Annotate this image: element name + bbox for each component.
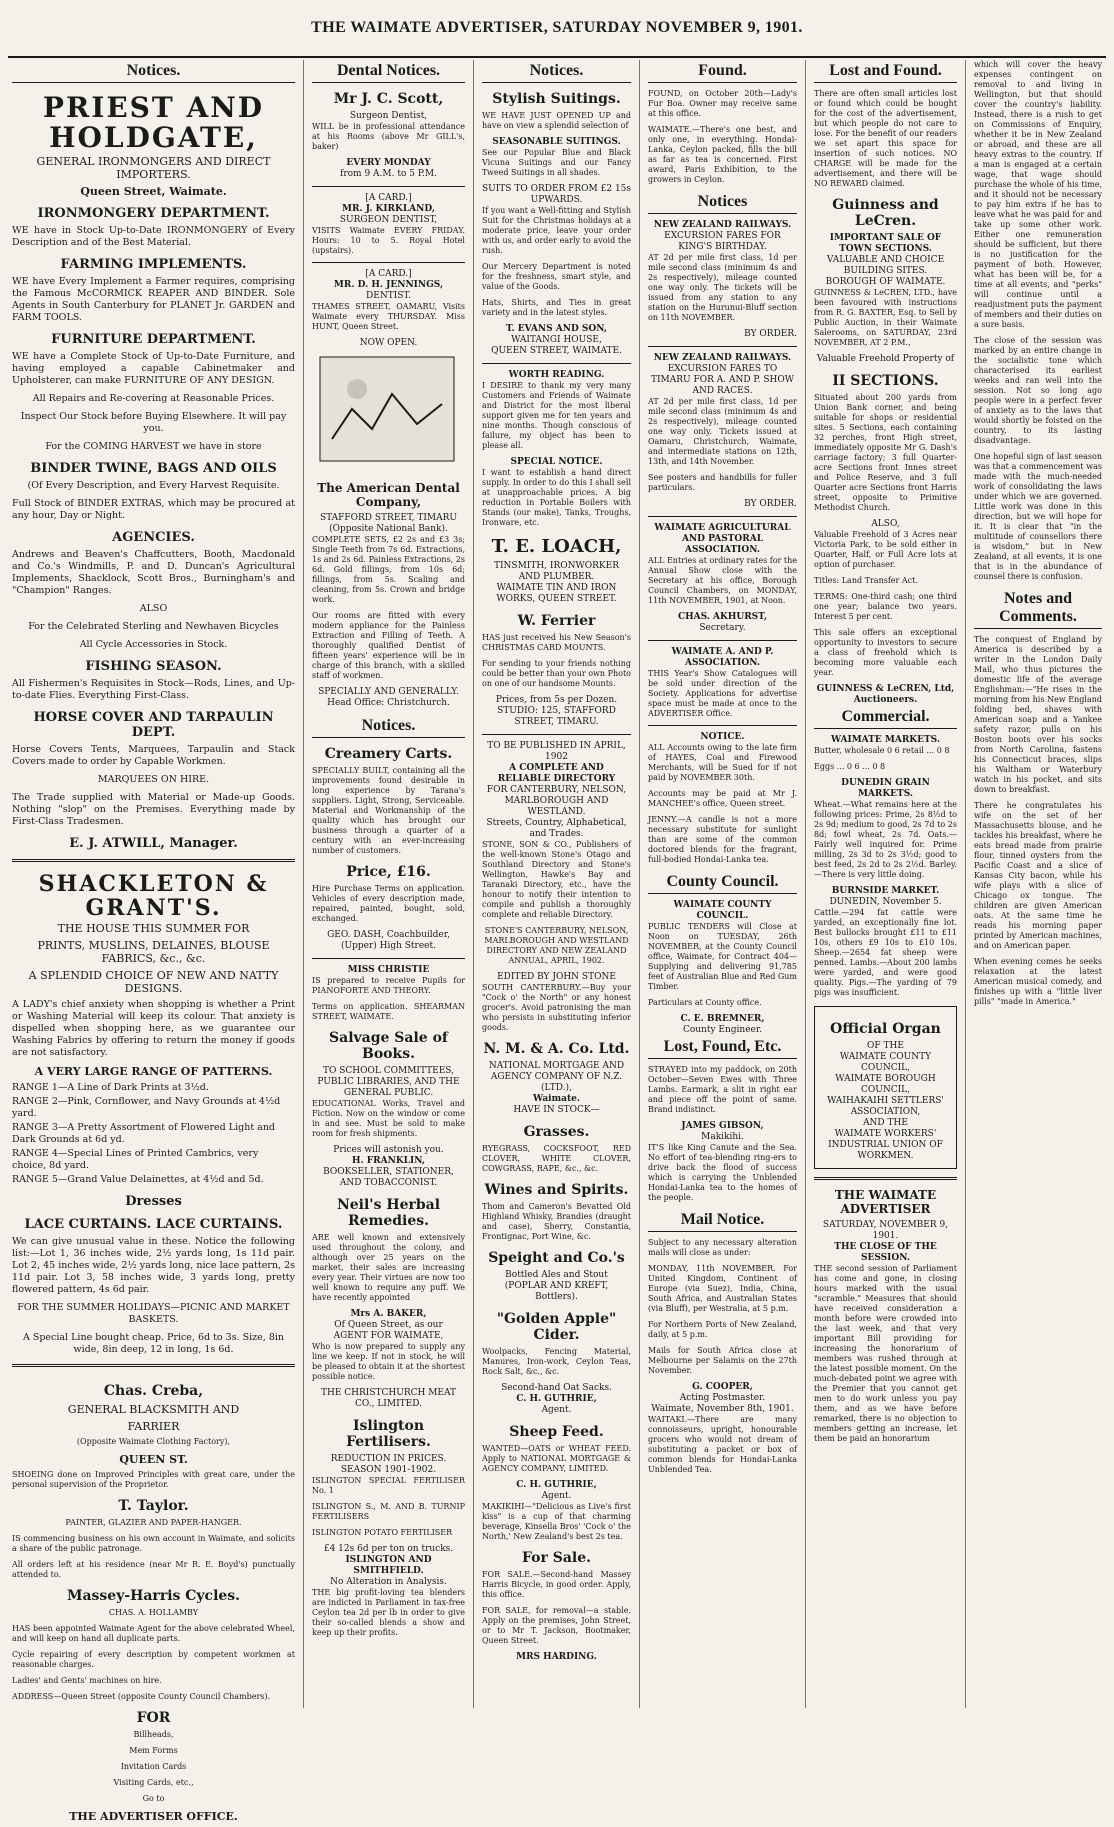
ferrier-text: HAS just received his New Season's CHRISTMAS CARD MOUNTS. — [482, 633, 631, 652]
butter: Butter, wholesale 0 6 retail ... 0 8 — [814, 746, 950, 755]
makikihi: Makikihi. — [701, 1132, 744, 1142]
speight-title: Speight and Co.'s — [488, 1250, 625, 1266]
american-title: The American Dental Company, — [317, 481, 460, 509]
grasses-text: RYEGRASS, COCKSFOOT, RED CLOVER, WHITE CLOVER, COWGRASS, RAPE, &c., &c. — [482, 1144, 631, 1173]
shack-sub2: PRINTS, MUSLINS, DELAINES, BLOUSE FABRICS, &c., &c. — [37, 939, 270, 965]
cycle: All Cycle Accessories in Stock. — [79, 639, 228, 650]
dash-loc: (Upper) High Street. — [341, 941, 436, 951]
wap-title: WAIMATE A. AND P. ASSOCIATION. — [671, 647, 774, 668]
american-specially: SPECIALLY AND GENERALLY. — [318, 687, 459, 697]
mail-text2: MONDAY, 11th NOVEMBER. For United Kingdom, Continent of Europe (via Suez), India, China, South Africa, and Australian States (via Bluff), per Westralia, at 5 p.m. — [648, 1264, 797, 1313]
card2: [A CARD.] — [365, 269, 412, 279]
wap-text: THIS Year's Show Catalogues will be sold under direction of the Society. Applications for advertise space must be made at once to the ADVERTISER Office. — [648, 669, 797, 718]
ferrier-title: W. Ferrier — [517, 613, 596, 629]
makikihi-text: MAKIKIHI—"Delicious as Live's first kiss" is a cup of that charming beverage, Kinsella Bros' 'Cock o' the North,' New Zealand's best 2s tea. — [482, 1502, 631, 1541]
franklin: H. FRANKLIN, — [352, 1156, 425, 1166]
stylish-title: Stylish Suitings. — [492, 91, 621, 107]
forsale-text2: FOR SALE, for removal—a stable. Apply on the premises, John Street, or to Mr T. Jackson, Bootmaker, Queen Street. — [482, 1606, 631, 1645]
jennings-sub: DENTIST. — [366, 291, 411, 301]
chas-title: Chas. Creba, — [103, 1383, 204, 1399]
markets: WAIMATE MARKETS. — [831, 735, 940, 745]
ton-price: £4 12s 6d per ton on trucks. — [323, 1544, 454, 1554]
taylor-text: IS commencing business on his own account in Waimate, and solicits a share of the public patronage. — [12, 1534, 295, 1553]
south-africa: Mails for South Africa close at Melbourne per Salamis on the 27th November. — [648, 1346, 797, 1375]
iron-dept-title: IRONMONGERY DEPARTMENT. — [37, 206, 270, 221]
akhurst: CHAS. AKHURST, — [677, 612, 768, 622]
sheep-agent: Agent. — [541, 1491, 572, 1501]
ap-text: ALL Entries at ordinary rates for the Annual Show close with the Secretary at his office, Borough Council Chambers, on MONDAY, 11th NOVEMBER, 1901, at Noon. — [648, 556, 798, 605]
creamery-title: Creamery Carts. — [324, 746, 453, 762]
closing-text: THE second session of Parliament has come and gone, in closing hours marked with the usual "scramble." Measures that should have received consideration a month before were crowded into the last week, and that very important Bill providing for increasing the honorarium of members was rushed through at the latest possible moment. On the much-debated point we agree with the Premier that you cannot get men to do work unless you pay them, and as we have before remarked, there is no objection to members getting an increase, let them be paid an honorarium — [814, 1264, 957, 1443]
divider — [482, 734, 631, 735]
lost-found-title: Lost and Found. — [814, 60, 957, 83]
notes-text3: When evening comes he seeks relaxation at the latest American musical comedy, and finishes up with a "little liver pills" "made in America." — [974, 957, 1102, 1006]
range-item: RANGE 4—Special Lines of Printed Cambrics, very choice, 8d yard. — [12, 1148, 259, 1171]
guinness-title: Guinness and LeCren. — [832, 197, 939, 229]
fishing-text: All Fishermen's Requisites in Stock—Rods, Lines, and Up-to-date Flies. Everything First-Class. — [12, 678, 295, 701]
marquees: MARQUEES ON HIRE. — [97, 774, 210, 785]
chas-text: SHOEING done on Improved Principles with great care, under the personal supervision of the Proprietor. — [12, 1470, 295, 1489]
burnside: BURNSIDE MARKET. — [831, 886, 940, 896]
loach-title: T. E. LOACH, — [491, 536, 622, 557]
kirkland: MR. J. KIRKLAND, — [341, 204, 436, 214]
horse-title: HORSE COVER AND TARPAULIN DEPT. — [33, 710, 274, 740]
hire: Hire Purchase Terms on application. Vehicles of every description made, repaired, painted, bought, sold, exchanged. — [312, 884, 465, 923]
wines-title: Wines and Spirits. — [484, 1182, 629, 1198]
christie-text: IS prepared to receive Pupils for PIANOFORTE AND THEORY. — [312, 976, 465, 995]
binder-text: (Of Every Description, and Every Harvest Requisite. — [27, 480, 280, 491]
massey-text2: Cycle repairing of every description by competent workmen at reasonable charges. — [12, 1650, 295, 1669]
eggs: Eggs ... 0 6 ... 0 8 — [814, 762, 886, 771]
evans-loc: QUEEN STREET, WAIMATE. — [491, 346, 622, 356]
loach-sub: TINSMITH, IRONWORKER AND PLUMBER. — [493, 561, 619, 582]
divider — [312, 186, 465, 187]
divider — [648, 346, 797, 347]
masthead-title: THE WAIMATE ADVERTISER, SATURDAY NOVEMBER 9, 1901. — [311, 19, 803, 36]
for-item: Visiting Cards, etc., — [113, 1778, 194, 1787]
by-order2: BY ORDER. — [744, 499, 797, 509]
timaru-text: AT 2d per mile first class, 1d per mile second class (minimum 4s and 2s respectively), mileage counted one way only. Tickets issued at Oamaru, Christchurch, Waimate, and intermediate stations on 12th, 13th, and 14th November. — [648, 397, 797, 466]
no-alteration: No Alteration in Analysis. — [330, 1577, 447, 1587]
agencies-title: AGENCIES. — [112, 530, 195, 545]
particulars: Particulars at County office. — [648, 998, 762, 1007]
engineer: County Engineer. — [682, 1025, 763, 1035]
masthead-rule — [8, 56, 1106, 58]
massey-text3: Ladies' and Gents' machines on hire. — [12, 1676, 162, 1685]
column-2 — [304, 60, 474, 1708]
postmaster: Acting Postmaster. — [679, 1393, 766, 1403]
for-item: Invitation Cards — [120, 1762, 187, 1771]
american-text: COMPLETE SETS, £2 2s and £3 3s; Single Teeth from 7s 6d. Extractions, 1s and 2s 6d. Painless Extractions, 2s 6d. Gold fillings, from 10s 6d; fillings, from 5s. Scaling and cleaning, from 5s. Crown and bridge work. — [312, 535, 465, 604]
burnside-text: Cattle.—294 fat cattle were yarded, an exceptionally fine lot. Best bullocks brought £11 to £11 10s, others £9 10s to £10 10s. Sheep.—2654 fat sheep were penned. Lambs.—About 200 lambs were yarded, and were good quality. Pigs.—The yarding of 79 pigs was insufficient. — [814, 908, 957, 997]
oat-sacks: Second-hand Oat Sacks. — [501, 1383, 612, 1393]
important: IMPORTANT SALE OF TOWN SECTIONS. — [829, 233, 942, 254]
stone-cant: STONE'S CANTERBURY, NELSON, MARLBOROUGH AND WESTLAND DIRECTORY AND NEW ZEALAND ANNUAL, APRIL, 1902. — [484, 926, 629, 965]
notices-title: Notices — [648, 191, 797, 214]
goto: Go to — [142, 1794, 165, 1803]
terms: TERMS: One-third cash; one third one year; balance two years. Interest 5 per cent. — [814, 592, 957, 621]
nm-title: N. M. & A. Co. Ltd. — [483, 1041, 630, 1057]
found-text: FOUND, on October 20th—Lady's Fur Boa. Owner may receive same at this office. — [648, 89, 797, 118]
divider — [312, 262, 465, 263]
special-text: I want to establish a hand direct supply. In order to do this I shall sell at unapproachable prices. A big reduction in Portable Boilers with Stands (our make), Tanks, Troughs, Ironware, etc. — [482, 468, 631, 527]
valuable-freehold: Valuable Freehold Property of — [816, 354, 955, 364]
wines-text: Thom and Cameron's Bevatted Old Highland Whisky, Brandies (draught and case), Sherry, Constantia, Frontignac, Port Wine, &c. — [482, 1202, 631, 1241]
binder-title: BINDER TWINE, BAGS AND OILS — [30, 461, 277, 476]
col6-text3: One hopeful sign of last season was that a commencement was made with the much-needed work of consolidating the laws under which we are governed. Little work was done in this direction, but we will hope for it. It is clear that "in the multitude of counsellors there is wisdom," but in New Zealand, at all events, it is one that is in the abundance of counsel there is confusion. — [974, 452, 1102, 581]
suits: SUITS TO ORDER FROM £2 15s UPWARDS. — [482, 184, 632, 205]
col2-bottom-text: THE big profit-loving tea blenders are indicted in Parliament in tax-free Ceylon tea 2d per lb in order to give their so-called blends a show and keep up their profits. — [312, 1588, 465, 1637]
bremner: C. E. BREMNER, — [680, 1014, 765, 1024]
firm-subtitle: GENERAL IRONMONGERS AND DIRECT IMPORTERS. — [36, 155, 271, 181]
for-title: FOR — [136, 1710, 171, 1726]
stylish-text: WE HAVE JUST OPENED UP and have on view a splendid selection of — [482, 111, 631, 130]
nm-loc: Waimate. — [533, 1094, 580, 1104]
see-posters: See posters and handbills for fuller particulars. — [648, 473, 797, 492]
official-item: WAIMATE COUNTY COUNCIL, — [839, 1052, 932, 1073]
sheep-title: Sheep Feed. — [509, 1424, 604, 1440]
mail-text: Subject to any necessary alteration mails will close as under: — [648, 1238, 797, 1257]
lost-text: STRAYED into my paddock, on 20th October—Seven Ewes with Three Lambs. Earmark, a slit in right ear and piece off the point of same. Brand indistinct. — [648, 1065, 797, 1114]
also: ALSO, — [871, 519, 900, 529]
notes-text: The conquest of England by America is described by a writer in the London Daily Mail, who thus pictures the domestic life of the average Englishman:—"He rises in the morning from his New England folding bed, shaves with American soap and a Yankee safety razor, pulls on his Boston boots over his socks from North Carolina, fastens his Connecticut braces, slips his Waltham or Waterbury watch in his pocket, and sits down to breakfast. — [974, 635, 1102, 794]
firm-title: PRIEST AND HOLDGATE, — [42, 91, 265, 154]
secretary: Secretary. — [699, 623, 746, 633]
col3-header: Notices. — [482, 60, 631, 83]
stone-text: STONE, SON & CO., Publishers of the well-known Stone's Otago and Southland Directory and Stone's Wellington, Hawke's Bay and Taranaki Directory, etc., have the honour to notify their intention to compile and publish a thoroughly complete and reliable Directory. — [482, 840, 631, 919]
divider — [648, 640, 797, 641]
column-4 — [640, 60, 806, 1708]
worth-title: WORTH READING. — [508, 370, 605, 380]
for-item: Billheads, — [133, 1730, 174, 1739]
northern: For Northern Ports of New Zealand, daily, at 5 p.m. — [648, 1320, 797, 1339]
speight-sub2: (POPLAR AND KREFT, Bottlers). — [504, 1281, 609, 1302]
shack-text: A LADY's chief anxiety when shopping is whether a Print or Washing Material will keep its colour. That anxiety is dispelled when shopping here, as we guarantee our Washing Fabrics by offering to return the money if goods are not satisfactory. — [12, 999, 295, 1058]
smithfield: ISLINGTON AND SMITHFIELD. — [345, 1555, 432, 1576]
mail-title: Mail Notice. — [648, 1209, 797, 1232]
sheep-text: WANTED—OATS or WHEAT FEED. Apply to NATIONAL MORTGAGE & AGENCY COMPANY, LIMITED. — [482, 1444, 631, 1473]
notice: NOTICE. — [700, 732, 745, 742]
waitaki: WAITAKI.—There are many connoisseurs, upright, honourable grocers who would not dream of substituting a packet or box of common blends for Hondai-Lanka Unblended Tea. — [648, 1415, 797, 1474]
neils-title: Neil's Herbal Remedies. — [336, 1197, 441, 1229]
inspect: Inspect Our Stock before Buying Elsewhere. It will pay you. — [20, 411, 287, 434]
islington-title: Islington Fertilisers. — [346, 1418, 431, 1450]
dresses-label: Dresses — [125, 1194, 182, 1209]
waimate-text: WAIMATE.—There's one best, and only one, in everything. Hondai-Lanka, Ceylon packed, fills the bill as far as tea is concerned. First award, Paris Exhibition, to the growers in Ceylon. — [648, 125, 797, 184]
shack-sub: THE HOUSE THIS SUMMER FOR — [57, 922, 250, 935]
directory-sub: Streets, Country, Alphabetical, and Trades. — [486, 818, 627, 839]
furniture-title: FURNITURE DEPARTMENT. — [51, 332, 256, 347]
ferrier-text2: For sending to your friends nothing could be better than your own Photo on one of our handsome Mounts. — [482, 659, 631, 688]
baker-text: Who is now prepared to supply any line we keep. If not in stock, he will be pleased to obtain it at the shortest possible notice. — [312, 1342, 465, 1381]
sheep-guthrie: C. H. GUTHRIE, — [516, 1480, 597, 1490]
gibson: JAMES GIBSON, — [681, 1121, 764, 1131]
edited: EDITED BY JOHN STONE — [497, 972, 616, 982]
jennings: MR. D. H. JENNINGS, — [333, 280, 444, 290]
scott-sub: Surgeon Dentist, — [349, 111, 428, 121]
notes-title: Notes and Comments. — [974, 588, 1102, 629]
official-item: WAIMATE BOROUGH COUNCIL, — [835, 1074, 936, 1095]
manager: E. J. ATWILL, Manager. — [69, 836, 238, 851]
american-sub2: (Opposite National Bank). — [329, 524, 448, 534]
dental-illustration — [312, 349, 462, 469]
worth-text: I DESIRE to thank my very many Customers and Friends of Waimate and District for the most liberal support given me for ten years and nine months. Though conscious of failure, my object has been to please all. — [482, 381, 631, 450]
victoria: Valuable Freehold of 3 Acres near Victoria Park, to be sold either in Quarter, Half, or Full Acre lots at option of purchaser. — [814, 530, 957, 569]
directory-title: A COMPLETE AND RELIABLE DIRECTORY — [497, 763, 616, 784]
official-organ-card — [814, 1006, 957, 1169]
official-item: AND THE — [863, 1118, 908, 1128]
col2-header: Dental Notices. — [312, 60, 465, 83]
borough: BOROUGH OF WAIMATE. — [825, 277, 946, 287]
column-6 — [966, 60, 1110, 1708]
col1-divider-2 — [12, 1364, 295, 1367]
divider — [482, 363, 631, 364]
now-open: NOW OPEN. — [359, 338, 418, 348]
lace-title: LACE CURTAINS. LACE CURTAINS. — [24, 1217, 283, 1232]
islington-item: ISLINGTON S., M. AND B. TURNIP FERTILISERS — [312, 1502, 465, 1521]
dated: Waimate, November 8th, 1901. — [651, 1404, 794, 1414]
forsale-title: For Sale. — [521, 1550, 592, 1566]
american-text2: Our rooms are fitted with every modern appliance for the Painless Extraction and Filling of Teeth. A thoroughly qualified Dentist of fifteen years' experience will be in charge of this branch, with a skilled staff of workmen. — [312, 611, 465, 680]
notices-header: Notices. — [312, 715, 465, 738]
ap-title: WAIMATE AGRICULTURAL AND PASTORAL ASSOCIATION. — [654, 523, 791, 555]
tender-text: PUBLIC TENDERS will Close at Noon on TUESDAY, 26th NOVEMBER, at the County Council office, Waimate, for Contract 404—Supplying and delivering 91,785 feet of Australian Blue and Red Gum Timber. — [648, 922, 797, 991]
agencies-text: Andrews and Beaven's Chaffcutters, Booth, Macdonald and Co.'s Windmills, P. and D. Duncan's Agricultural Implements, Shacklock, Scott Bros., Burningham's and "Champion" Ranges. — [12, 549, 295, 596]
evans-sub: WAITANGI HOUSE, — [511, 335, 602, 345]
scott-name: Mr J. C. Scott, — [333, 91, 444, 107]
official-item: WAIHAKAIHI SETTLERS' ASSOCIATION, — [827, 1096, 944, 1117]
goto-office: THE ADVERTISER OFFICE. — [69, 1810, 238, 1823]
farming-text: WE have Every Implement a Farmer requires, comprising the Famous McCORMICK REAPER AND BINDER. Sole Agents in South Canterbury for PLANET Jr. GARDEN and FARM TOOLS. — [12, 276, 295, 323]
islington-item: ISLINGTON POTATO FERTILISER — [312, 1528, 453, 1537]
evans-title: T. EVANS AND SON, — [505, 324, 608, 334]
published: TO BE PUBLISHED IN APRIL, 1902 — [487, 741, 626, 762]
notes-text2: There he congratulates his wife on the set of her Massachusetts blouse, and he tackles his breakfast, where he eats bread made from prairie flour, tinned oysters from the Pacific Coast and a slice of Kansas City bacon, while his wife plays with a slice of Chicago ox tongue. The children are given American oats. At the same time he reads his morning paper printed by American machines, and on American paper. — [974, 801, 1102, 950]
col1-header: Notices. — [12, 60, 295, 83]
christie-title: MISS CHRISTIE — [347, 965, 430, 975]
column-1 — [4, 60, 304, 1823]
range-item: RANGE 5—Grand Value Delainettes, at 4½d and 5d. — [12, 1174, 264, 1185]
suits-text: If you want a Well-fitting and Stylish Suit for the Christmas holidays at a moderate price, leave your order with us, and order early to avoid the rush. — [482, 206, 631, 255]
dash: GEO. DASH, Coachbuilder, — [327, 930, 450, 940]
franklin-sub: BOOKSELLER, STATIONER, AND TOBACCONIST. — [323, 1167, 454, 1188]
horse-text: Horse Covers Tents, Marquees, Tarpaulin and Stack Covers made to order by Capable Workmen. — [12, 744, 295, 767]
hats: Hats, Shirts, and Ties in great variety and in the latest styles. — [482, 298, 631, 317]
loach-works: WAIMATE TIN AND IRON WORKS, QUEEN STREET. — [496, 583, 617, 604]
binder-extras: Full Stock of BINDER EXTRAS, which may be procured at any hour, Day or Night. — [12, 498, 295, 521]
official-title: Official Organ — [830, 1021, 941, 1037]
trade-supplied: The Trade supplied with Material or Made-up Goods. Nothing "slop" on the Premises. Everything made by First-Class Tradesmen. — [12, 792, 295, 827]
burnside-date: DUNEDIN, November 5. — [829, 897, 942, 907]
nm-stock: HAVE IN STOCK— — [513, 1105, 600, 1115]
guinness-text: GUINNESS & LeCREN, LTD., have been favoured with instructions from R. G. BAXTER, Esq. to Sell by Public Auction, in their Waimate Salerooms, on SATURDAY, 23rd NOVEMBER, AT 2 P.M., — [814, 288, 957, 347]
closing-title: THE CLOSE OF THE SESSION. — [834, 1242, 937, 1263]
masthead — [0, 0, 1114, 56]
agencies-also: ALSO — [139, 603, 168, 614]
salvage-sub: TO SCHOOL COMMITTEES, PUBLIC LIBRARIES, AND THE GENERAL PUBLIC. — [317, 1066, 460, 1098]
divider — [648, 516, 797, 517]
chas-sub2: FARRIER — [127, 1420, 180, 1433]
american-head: Head Office: Christchurch. — [327, 698, 450, 708]
col1-divider — [12, 859, 295, 862]
ferrier-studio: STUDIO: 125, STAFFORD STREET, TIMARU. — [497, 706, 616, 727]
christchurch: THE CHRISTCHURCH MEAT CO., LIMITED. — [320, 1388, 456, 1409]
popular: See our Popular Blue and Black Vicuna Suitings and our Fancy Tweed Suitings in all shades. — [482, 148, 631, 177]
celebrated: For the Celebrated Sterling and Newhaven Bicycles — [28, 621, 279, 632]
nm-sub: NATIONAL MORTGAGE AND AGENCY COMPANY OF N.Z. (LTD.), — [488, 1061, 625, 1093]
chas-box — [12, 1375, 295, 1827]
holidays: FOR THE SUMMER HOLIDAYS—PICNIC AND MARKET BASKETS. — [17, 1302, 290, 1325]
titles: Titles: Land Transfer Act. — [814, 576, 918, 585]
season: SEASON 1901-1902. — [340, 1465, 437, 1475]
valuable: VALUABLE AND CHOICE BUILDING SITES. — [826, 255, 945, 276]
masthead-small: THE WAIMATE ADVERTISER — [834, 1188, 937, 1216]
massey-addr: ADDRESS—Queen Street (opposite County Council Chambers). — [12, 1692, 271, 1701]
range-item: RANGE 1—A Line of Dark Prints at 3½d. — [12, 1082, 209, 1093]
massey-title: Massey-Harris Cycles. — [66, 1588, 241, 1604]
grasses: Grasses. — [523, 1124, 590, 1140]
furniture-text: WE have a Complete Stock of Up-to-Date Furniture, and having employed a capable Cabinetmaker and Upholsterer, can make FURNITURE OF ANY DESIGN. — [12, 351, 295, 386]
column-5 — [806, 60, 966, 1708]
christie-terms: Terms on application. SHEARMAN STREET, WAIMATE. — [312, 1002, 465, 1021]
council-title: County Council. — [648, 871, 797, 894]
chas-loc: (Opposite Waimate Clothing Factory), — [76, 1437, 231, 1446]
column-3 — [474, 60, 640, 1708]
price: Price, £16. — [346, 864, 431, 880]
taylor-title: T. Taylor. — [118, 1498, 189, 1514]
every-monday: EVERY MONDAY — [346, 158, 431, 168]
shack-title: SHACKLETON & GRANT'S. — [38, 871, 269, 921]
chas-sub: GENERAL BLACKSMITH AND — [67, 1403, 240, 1416]
from-hours: from 9 A.M. to 5 P.M. — [340, 169, 437, 179]
speight-sub: Bottled Ales and Stout — [505, 1270, 608, 1280]
col6-text2: The close of the session was marked by an entire change in the socialistic tone which characterised its earliest weeks and ran well into the session. Not so long ago people were in a perfect fever of anxiety as to the laws that would shortly be foisted on the country, to its lasting disadvantage. — [974, 336, 1102, 445]
massey-text: HAS been appointed Waimate Agent for the above celebrated Wheel, and will keep on hand all duplicate parts. — [12, 1624, 295, 1643]
golden-title: "Golden Apple" Cider. — [496, 1311, 617, 1343]
american-sub: STAFFORD STREET, TIMARU — [319, 513, 458, 523]
guthrie: C. H. GUTHRIE, — [516, 1394, 597, 1404]
massey-name: CHAS. A. HOLLAMBY — [108, 1608, 199, 1617]
farming-title: FARMING IMPLEMENTS. — [60, 257, 247, 272]
jenny-text: JENNY.—A candle is not a more necessary substitute for sunlight than are some of the common doctored blends for the fragrant, full-bodied Hondai-Lanka tea. — [648, 815, 797, 864]
divider — [312, 958, 465, 959]
card: [A CARD.] — [365, 193, 412, 203]
south-cant: SOUTH CANTERBURY.—Buy your "Cock o' the North" or any honest grocer's. Avoid patronising the man who persists in substituting inferior goods. — [482, 983, 631, 1032]
scott-text: WILL be in professional attendance at his Rooms (above Mr GILL's, baker) — [312, 122, 465, 151]
taylor-text2: All orders left at his residence (near Mr R. E. Boyd's) punctually attended to. — [12, 1560, 295, 1579]
timaru-title: EXCURSION FARES TO TIMARU FOR A. AND P. SHOW AND RACES. — [650, 364, 795, 396]
date: SATURDAY, NOVEMBER 9, 1901. — [822, 1220, 949, 1241]
found-title: Found. — [648, 60, 797, 83]
shack-splendid: A SPLENDID CHOICE OF NEW AND NATTY DESIGNS. — [28, 969, 279, 995]
repairs: All Repairs and Re-covering at Reasonable Prices. — [32, 393, 275, 404]
official-of: OF THE — [867, 1041, 904, 1051]
iron-dept-text: WE have in Stock Up-to-Date IRONMONGERY of Every Description and of the Best Material. — [12, 225, 295, 248]
range-item: RANGE 2—Pink, Cornflower, and Navy Grounds at 4½d yard. — [12, 1096, 281, 1119]
divider — [648, 725, 797, 726]
dunedin: DUNEDIN GRAIN MARKETS. — [841, 778, 930, 799]
council-sub: WAIMATE COUNTY COUNCIL. — [673, 900, 772, 921]
official-item: WAIMATE WORKERS' INDUSTRIAL UNION OF WORKMEN. — [828, 1129, 943, 1161]
islington-item: ISLINGTON SPECIAL FERTILISER No. 1 — [312, 1476, 465, 1495]
baker: Mrs A. BAKER, — [350, 1309, 427, 1319]
special: SPECIAL NOTICE. — [510, 457, 603, 467]
agent: AGENT FOR WAIMATE, — [333, 1331, 444, 1341]
harding: MRS HARDING. — [516, 1652, 597, 1662]
commercial-title: Commercial. — [814, 706, 957, 729]
sections: II SECTIONS. — [832, 373, 939, 389]
salvage-title: Salvage Sale of Books. — [329, 1030, 448, 1062]
range-list — [12, 1082, 295, 1186]
firm-address: Queen Street, Waimate. — [80, 185, 227, 198]
baskets: A Special Line bought cheap. Price, 6d to 3s. Size, 8in wide, 8in deep, 12 in long, 1s 6d. — [22, 1332, 285, 1355]
chas-street: QUEEN ST. — [119, 1453, 188, 1466]
harvest: For the COMING HARVEST we have in store — [45, 441, 262, 452]
lost-found-text: There are often small articles lost or found which could be bought for the cost of the advertisement, but which people do not care to lose. For the benefit of our readers we set apart this space for insertion of such notices. NO CHARGE will be made for the advertisement, and there will be NO REWARD claimed. — [814, 89, 957, 188]
directory-for: FOR CANTERBURY, NELSON, MARLBOROUGH AND WESTLAND. — [486, 785, 627, 817]
auctioneers: GUINNESS & LeCREN, Ltd, Auctioneers. — [816, 684, 955, 705]
range-item: RANGE 3—A Pretty Assortment of Flowered Light and Dark Grounds at 6d yd. — [12, 1122, 276, 1145]
by-order: BY ORDER. — [744, 329, 797, 339]
mercery: Our Mercery Department is noted for the freshness, smart style, and value of the Goods. — [482, 262, 631, 291]
col1-bottom-box — [12, 1375, 295, 1827]
sections-text: Situated about 200 yards from Union Bank corner, and being suitable for shops or residential sites. 5 Sections, each containing 32 perches, front High street, immediately opposite Mr G. Dash's carriage factory; 3 full Quarter-acre Sections front Innes street and Police Reserve, and 3 full Quarter acre Sections front Harris street, opposite to Primitive Methodist Church. — [814, 393, 957, 512]
excursion-text: AT 2d per mile first class, 1d per mile second class (minimum 4s and 2s respectively), mileage counted one way only. The tickets will be issued from any station to any station on the Hurunui-Bluff section on 11th NOVEMBER. — [648, 253, 797, 322]
range-title: A VERY LARGE RANGE OF PATTERNS. — [34, 1065, 273, 1078]
prices: Prices will astonish you. — [333, 1145, 444, 1155]
sea-text: IT'S like King Canute and the Sea. No effort of tea-blending ring-ers to drive back the flood of success which is carrying the Unblended Hondai-Lanka tea to the homes of the people. — [648, 1143, 797, 1202]
taylor-sub: PAINTER, GLAZIER AND PAPER-HANGER. — [65, 1518, 242, 1527]
masthead-small-divider — [814, 1177, 957, 1180]
golden-text: Woolpacks, Fencing Material, Manures, Iron-work, Ceylon Teas, Rock Salt, &c., &c. — [482, 1347, 631, 1376]
guthrie-agent: Agent. — [541, 1405, 572, 1415]
reduction: REDUCTION IN PRICES. — [330, 1454, 447, 1464]
col6-text1: which will cover the heavy expenses contingent on removal to and living in Wellington, but that should cover the country's liability. Instead, there is a rush to get on Commissions of Enquiry, whether it be in New Zealand or abroad, and these are all heavy extras to the country. If a man is engaged at a certain wage, that wage should purchase the whole of his time, and it should not be necessary to pay him extra if he has to leave what he was paid for and take up some other work. Either one remuneration should be sufficient, but there is no justification for the payment of both. However, what has been will be, for a time at all events, and "perks" will continue until a readjustment puts the payment of members and their duties on a sure basis. — [974, 60, 1102, 329]
johnson: Accounts may be paid at Mr J. MANCHEE's office, Queen street. — [648, 789, 797, 808]
kirkland-text: VISITS Waimate EVERY FRIDAY. Hours: 10 to 5. Royal Hotel (upstairs). — [312, 226, 465, 255]
fishing-title: FISHING SEASON. — [85, 659, 222, 674]
cooper: G. COOPER, — [692, 1382, 753, 1392]
excursion: EXCURSION FARES FOR KING'S BIRTHDAY. — [664, 231, 781, 252]
seasonable: SEASONABLE SUITINGS. — [492, 137, 621, 147]
baker-loc: Of Queen Street, as our — [334, 1320, 443, 1330]
kirkland-sub: SURGEON DENTIST, — [339, 215, 438, 225]
notice-text: ALL Accounts owing to the late firm of HAYES, Coal and Firewood Merchants, will be Sued for if not paid by NOVEMBER 30th. — [648, 743, 797, 782]
ferrier-prices: Prices, from 5s per Dozen. — [495, 695, 618, 705]
lost-title: Lost, Found, Etc. — [648, 1036, 797, 1059]
neils-text: ARE well known and extensively used throughout the colony, and although over 25 years on the market, their sales are increasing every year. Their virtues are now too well known to require any puff. We have recently appointed — [312, 1233, 465, 1302]
forsale-text: FOR SALE.—Second-hand Massey Harris Bicycle, in good order. Apply, this office. — [482, 1570, 631, 1599]
nzr2-title: NEW ZEALAND RAILWAYS. — [653, 353, 792, 363]
dunedin-text: Wheat.—What remains here at the following prices: Prime, 2s 8½d to 2s 9d; medium to good, 2s 7d to 2s 8d; fowl wheat, 2s 7d. Oats.—Fairly well inquired for. Prime milling, 2s 3d to 2s 3½d; good to best feed, 2s 2d to 2s 2½d. Barley.—There is very little doing. — [814, 800, 957, 879]
nzr-title: NEW ZEALAND RAILWAYS. — [653, 220, 792, 230]
salvage-text: EDUCATIONAL Works, Travel and Fiction. Now on the window or come in and see. Must be sold to make room for fresh shipments. — [312, 1099, 465, 1138]
jennings-text: THAMES STREET, OAMARU, Visits Waimate every THURSDAY. Miss HUNT, Queen Street. — [312, 302, 465, 331]
lace-text: We can give unusual value in these. Notice the following list:—Lot 1, 36 inches wide, 2½ yards long, 1s 11d pair. Lot 2, 45 inches wide, 2½ yards long, nice lace pattern, 2s 11d pair. Lot 3, 58 inches wide, 3 yards long, pretty flowered pattern, 4s 6d pair. — [12, 1236, 295, 1295]
exceptional: This sale offers an exceptional opportunity to investors to secure a class of freehold which is becoming more valuable each year. — [814, 628, 957, 677]
for-item: Mem Forms — [129, 1746, 178, 1755]
creamery-text: SPECIALLY BUILT, containing all the improvements found desirable in long experience by Tarana's suppliers. Light, Strong, Serviceable. Material and Workmanship of the quality which has brought our business through a quarter of a century with an ever-increasing number of customers. — [312, 766, 465, 855]
